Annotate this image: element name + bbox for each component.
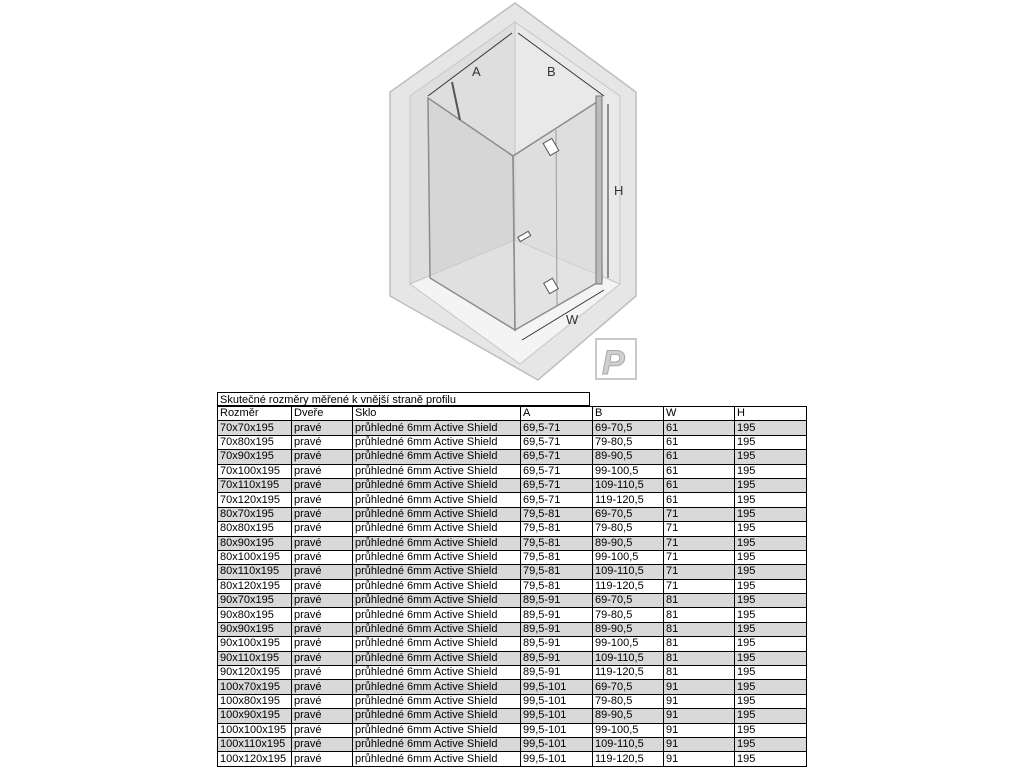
cell-b: 109-110,5 <box>593 651 664 665</box>
cell-door: pravé <box>292 435 353 449</box>
cell-glass: průhledné 6mm Active Shield <box>353 493 521 507</box>
cell-size: 70x70x195 <box>218 421 292 435</box>
cell-w: 91 <box>664 680 735 694</box>
cell-door: pravé <box>292 637 353 651</box>
cell-w: 81 <box>664 666 735 680</box>
cell-w: 61 <box>664 493 735 507</box>
cell-glass: průhledné 6mm Active Shield <box>353 550 521 564</box>
cell-size: 90x100x195 <box>218 637 292 651</box>
cell-h: 195 <box>735 651 807 665</box>
cell-door: pravé <box>292 594 353 608</box>
cell-w: 61 <box>664 478 735 492</box>
cell-size: 80x90x195 <box>218 536 292 550</box>
cell-a: 99,5-101 <box>521 709 593 723</box>
cell-glass: průhledné 6mm Active Shield <box>353 709 521 723</box>
cell-glass: průhledné 6mm Active Shield <box>353 680 521 694</box>
cell-a: 69,5-71 <box>521 450 593 464</box>
cell-h: 195 <box>735 709 807 723</box>
cell-door: pravé <box>292 478 353 492</box>
cell-b: 119-120,5 <box>593 666 664 680</box>
table-row <box>218 421 807 435</box>
table-row <box>218 478 807 492</box>
cell-glass: průhledné 6mm Active Shield <box>353 651 521 665</box>
cell-glass: průhledné 6mm Active Shield <box>353 622 521 636</box>
cell-w: 71 <box>664 536 735 550</box>
p-badge-letter: P <box>602 344 625 382</box>
cell-h: 195 <box>735 478 807 492</box>
cell-h: 195 <box>735 464 807 478</box>
cell-a: 79,5-81 <box>521 565 593 579</box>
cell-door: pravé <box>292 737 353 751</box>
cell-a: 79,5-81 <box>521 507 593 521</box>
cell-w: 71 <box>664 550 735 564</box>
cell-w: 71 <box>664 565 735 579</box>
table-row <box>218 608 807 622</box>
cell-w: 61 <box>664 421 735 435</box>
cell-w: 91 <box>664 737 735 751</box>
table-row <box>218 435 807 449</box>
cell-door: pravé <box>292 522 353 536</box>
cell-size: 100x110x195 <box>218 737 292 751</box>
table-caption: Skutečné rozměry měřené k vnější straně profilu <box>217 392 590 406</box>
cell-size: 100x80x195 <box>218 694 292 708</box>
cell-b: 99-100,5 <box>593 550 664 564</box>
dimension-b-label: B <box>547 64 556 79</box>
table-row <box>218 737 807 751</box>
cell-a: 69,5-71 <box>521 435 593 449</box>
cell-size: 90x80x195 <box>218 608 292 622</box>
cell-a: 69,5-71 <box>521 493 593 507</box>
cell-w: 81 <box>664 608 735 622</box>
table-row <box>218 579 807 593</box>
header-w: W <box>664 407 735 421</box>
cell-door: pravé <box>292 709 353 723</box>
cell-b: 99-100,5 <box>593 637 664 651</box>
dimension-w-label: W <box>566 312 579 327</box>
cell-door: pravé <box>292 450 353 464</box>
wall-profile-right <box>596 96 602 284</box>
table-row <box>218 694 807 708</box>
cell-a: 99,5-101 <box>521 737 593 751</box>
cell-size: 80x70x195 <box>218 507 292 521</box>
header-a: A <box>521 407 593 421</box>
cell-b: 89-90,5 <box>593 622 664 636</box>
cell-h: 195 <box>735 752 807 766</box>
cell-w: 91 <box>664 694 735 708</box>
cell-size: 100x120x195 <box>218 752 292 766</box>
cell-h: 195 <box>735 694 807 708</box>
cell-a: 79,5-81 <box>521 536 593 550</box>
cell-glass: průhledné 6mm Active Shield <box>353 478 521 492</box>
header-b: B <box>593 407 664 421</box>
cell-h: 195 <box>735 579 807 593</box>
cell-size: 80x100x195 <box>218 550 292 564</box>
cell-w: 81 <box>664 622 735 636</box>
cell-w: 71 <box>664 579 735 593</box>
cell-door: pravé <box>292 536 353 550</box>
cell-h: 195 <box>735 622 807 636</box>
cell-w: 71 <box>664 522 735 536</box>
cell-glass: průhledné 6mm Active Shield <box>353 421 521 435</box>
cell-glass: průhledné 6mm Active Shield <box>353 737 521 751</box>
cell-glass: průhledné 6mm Active Shield <box>353 536 521 550</box>
table-row <box>218 637 807 651</box>
cell-door: pravé <box>292 651 353 665</box>
cell-b: 119-120,5 <box>593 493 664 507</box>
dimensions-table <box>217 406 807 767</box>
cell-h: 195 <box>735 536 807 550</box>
table-row <box>218 493 807 507</box>
cell-door: pravé <box>292 421 353 435</box>
cell-glass: průhledné 6mm Active Shield <box>353 608 521 622</box>
table-row <box>218 651 807 665</box>
cell-door: pravé <box>292 507 353 521</box>
table-row <box>218 594 807 608</box>
cell-a: 69,5-71 <box>521 421 593 435</box>
table-row <box>218 450 807 464</box>
table-row <box>218 622 807 636</box>
cell-a: 89,5-91 <box>521 622 593 636</box>
header-size: Rozměr <box>218 407 292 421</box>
table-row <box>218 536 807 550</box>
cell-door: pravé <box>292 464 353 478</box>
table-row <box>218 680 807 694</box>
cell-b: 69-70,5 <box>593 507 664 521</box>
cell-size: 70x100x195 <box>218 464 292 478</box>
cell-a: 99,5-101 <box>521 694 593 708</box>
cell-b: 89-90,5 <box>593 709 664 723</box>
cell-glass: průhledné 6mm Active Shield <box>353 464 521 478</box>
cell-size: 70x90x195 <box>218 450 292 464</box>
cell-b: 109-110,5 <box>593 737 664 751</box>
table-row <box>218 666 807 680</box>
cell-h: 195 <box>735 550 807 564</box>
cell-w: 61 <box>664 450 735 464</box>
cell-glass: průhledné 6mm Active Shield <box>353 522 521 536</box>
cell-size: 70x110x195 <box>218 478 292 492</box>
cell-glass: průhledné 6mm Active Shield <box>353 435 521 449</box>
cell-b: 69-70,5 <box>593 680 664 694</box>
cell-size: 90x90x195 <box>218 622 292 636</box>
cell-glass: průhledné 6mm Active Shield <box>353 752 521 766</box>
table-row <box>218 550 807 564</box>
cell-h: 195 <box>735 493 807 507</box>
cell-a: 89,5-91 <box>521 651 593 665</box>
cell-size: 90x70x195 <box>218 594 292 608</box>
cell-a: 79,5-81 <box>521 522 593 536</box>
cell-w: 61 <box>664 464 735 478</box>
cell-door: pravé <box>292 694 353 708</box>
cell-b: 119-120,5 <box>593 752 664 766</box>
cell-door: pravé <box>292 752 353 766</box>
cell-h: 195 <box>735 723 807 737</box>
dimension-a-label: A <box>472 64 481 79</box>
cell-w: 71 <box>664 507 735 521</box>
cell-glass: průhledné 6mm Active Shield <box>353 507 521 521</box>
cell-b: 109-110,5 <box>593 478 664 492</box>
table-row <box>218 709 807 723</box>
cell-h: 195 <box>735 435 807 449</box>
header-h: H <box>735 407 807 421</box>
cell-glass: průhledné 6mm Active Shield <box>353 565 521 579</box>
cell-a: 79,5-81 <box>521 579 593 593</box>
table-body <box>218 421 807 766</box>
cell-a: 99,5-101 <box>521 680 593 694</box>
cell-size: 90x110x195 <box>218 651 292 665</box>
cell-a: 89,5-91 <box>521 637 593 651</box>
cell-w: 81 <box>664 594 735 608</box>
cell-size: 80x120x195 <box>218 579 292 593</box>
table-row <box>218 507 807 521</box>
cell-w: 81 <box>664 651 735 665</box>
cell-a: 89,5-91 <box>521 666 593 680</box>
cell-door: pravé <box>292 608 353 622</box>
cell-size: 100x70x195 <box>218 680 292 694</box>
cell-w: 61 <box>664 435 735 449</box>
table-row <box>218 464 807 478</box>
cell-door: pravé <box>292 579 353 593</box>
cell-w: 91 <box>664 752 735 766</box>
cell-size: 70x80x195 <box>218 435 292 449</box>
cell-glass: průhledné 6mm Active Shield <box>353 450 521 464</box>
cell-w: 91 <box>664 723 735 737</box>
cell-b: 89-90,5 <box>593 450 664 464</box>
cell-a: 89,5-91 <box>521 594 593 608</box>
cell-b: 79-80,5 <box>593 522 664 536</box>
cell-door: pravé <box>292 493 353 507</box>
cell-b: 89-90,5 <box>593 536 664 550</box>
cell-b: 79-80,5 <box>593 435 664 449</box>
cell-h: 195 <box>735 594 807 608</box>
cell-b: 99-100,5 <box>593 723 664 737</box>
cell-door: pravé <box>292 565 353 579</box>
cell-b: 99-100,5 <box>593 464 664 478</box>
table-row <box>218 565 807 579</box>
cell-h: 195 <box>735 737 807 751</box>
cell-size: 70x120x195 <box>218 493 292 507</box>
cell-a: 99,5-101 <box>521 723 593 737</box>
cell-h: 195 <box>735 680 807 694</box>
cell-b: 79-80,5 <box>593 608 664 622</box>
dimension-h-label: H <box>614 183 624 198</box>
cell-h: 195 <box>735 608 807 622</box>
cell-a: 99,5-101 <box>521 752 593 766</box>
table-row <box>218 522 807 536</box>
cell-glass: průhledné 6mm Active Shield <box>353 666 521 680</box>
cell-b: 69-70,5 <box>593 594 664 608</box>
cell-w: 81 <box>664 637 735 651</box>
cell-h: 195 <box>735 421 807 435</box>
cell-a: 69,5-71 <box>521 478 593 492</box>
cell-door: pravé <box>292 723 353 737</box>
cell-door: pravé <box>292 666 353 680</box>
cell-h: 195 <box>735 507 807 521</box>
cell-size: 100x100x195 <box>218 723 292 737</box>
cell-size: 80x110x195 <box>218 565 292 579</box>
cell-h: 195 <box>735 522 807 536</box>
table-row <box>218 752 807 766</box>
header-glass: Sklo <box>353 407 521 421</box>
cell-glass: průhledné 6mm Active Shield <box>353 579 521 593</box>
cell-door: pravé <box>292 622 353 636</box>
table-row <box>218 723 807 737</box>
cell-h: 195 <box>735 666 807 680</box>
cell-glass: průhledné 6mm Active Shield <box>353 694 521 708</box>
cell-w: 91 <box>664 709 735 723</box>
cell-b: 109-110,5 <box>593 565 664 579</box>
cell-a: 89,5-91 <box>521 608 593 622</box>
header-door: Dveře <box>292 407 353 421</box>
cell-h: 195 <box>735 565 807 579</box>
cell-h: 195 <box>735 450 807 464</box>
cell-b: 79-80,5 <box>593 694 664 708</box>
cell-b: 119-120,5 <box>593 579 664 593</box>
cell-glass: průhledné 6mm Active Shield <box>353 594 521 608</box>
cell-b: 69-70,5 <box>593 421 664 435</box>
cell-glass: průhledné 6mm Active Shield <box>353 637 521 651</box>
cell-a: 79,5-81 <box>521 550 593 564</box>
cell-h: 195 <box>735 637 807 651</box>
cell-size: 100x90x195 <box>218 709 292 723</box>
cell-door: pravé <box>292 550 353 564</box>
cell-size: 80x80x195 <box>218 522 292 536</box>
cell-size: 90x120x195 <box>218 666 292 680</box>
table-header-row <box>218 407 807 421</box>
cell-glass: průhledné 6mm Active Shield <box>353 723 521 737</box>
cell-door: pravé <box>292 680 353 694</box>
cell-a: 69,5-71 <box>521 464 593 478</box>
